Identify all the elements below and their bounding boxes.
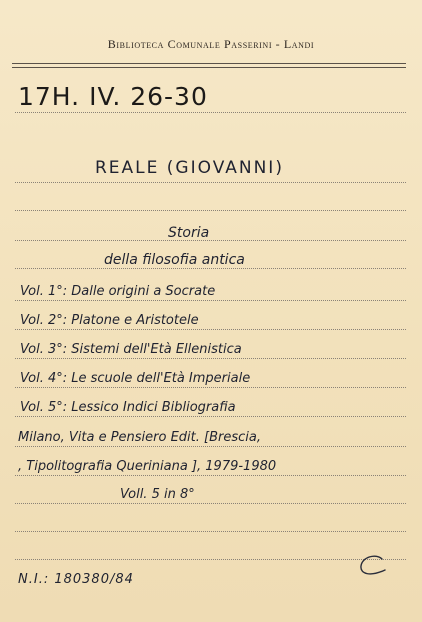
- extent-line: Voll. 5 in 8°: [120, 487, 195, 502]
- volume-line: Vol. 3°: Sistemi dell'Età Ellenistica: [20, 342, 242, 357]
- dotted-rule: [15, 531, 406, 532]
- imprint-line: Milano, Vita e Pensiero Edit. [Brescia,: [18, 430, 261, 445]
- dotted-rule: [15, 446, 406, 447]
- dotted-rule: [15, 210, 406, 211]
- volume-line: Vol. 2°: Platone e Aristotele: [20, 313, 199, 328]
- title-line: della filosofia antica: [104, 252, 245, 268]
- dotted-rule: [15, 182, 406, 183]
- dotted-rule: [15, 503, 406, 504]
- imprint-line: , Tipolitografia Queriniana ], 1979-1980: [18, 459, 277, 474]
- dotted-rule: [15, 112, 406, 113]
- dotted-rule: [15, 559, 406, 560]
- title-line: Storia: [168, 225, 210, 241]
- library-header: Biblioteca Comunale Passerini - Landi: [107, 37, 315, 51]
- dotted-rule: [15, 268, 406, 269]
- dotted-rule: [15, 387, 406, 388]
- corner-check-mark: [356, 553, 390, 579]
- dotted-rule: [15, 416, 406, 417]
- dotted-rule: [15, 240, 406, 241]
- dotted-rule: [15, 475, 406, 476]
- volume-line: Vol. 1°: Dalle origini a Socrate: [20, 284, 216, 299]
- header-divider: [12, 63, 406, 68]
- author-heading: REALE (GIOVANNI): [95, 158, 284, 178]
- volume-line: Vol. 4°: Le scuole dell'Età Imperiale: [20, 371, 251, 386]
- inventory-number: N.I.: 180380/84: [18, 572, 134, 587]
- shelfmark: 17H. IV. 26-30: [18, 82, 208, 111]
- volume-line: Vol. 5°: Lessico Indici Bibliografia: [20, 400, 236, 415]
- dotted-rule: [15, 329, 406, 330]
- dotted-rule: [15, 300, 406, 301]
- dotted-rule: [15, 358, 406, 359]
